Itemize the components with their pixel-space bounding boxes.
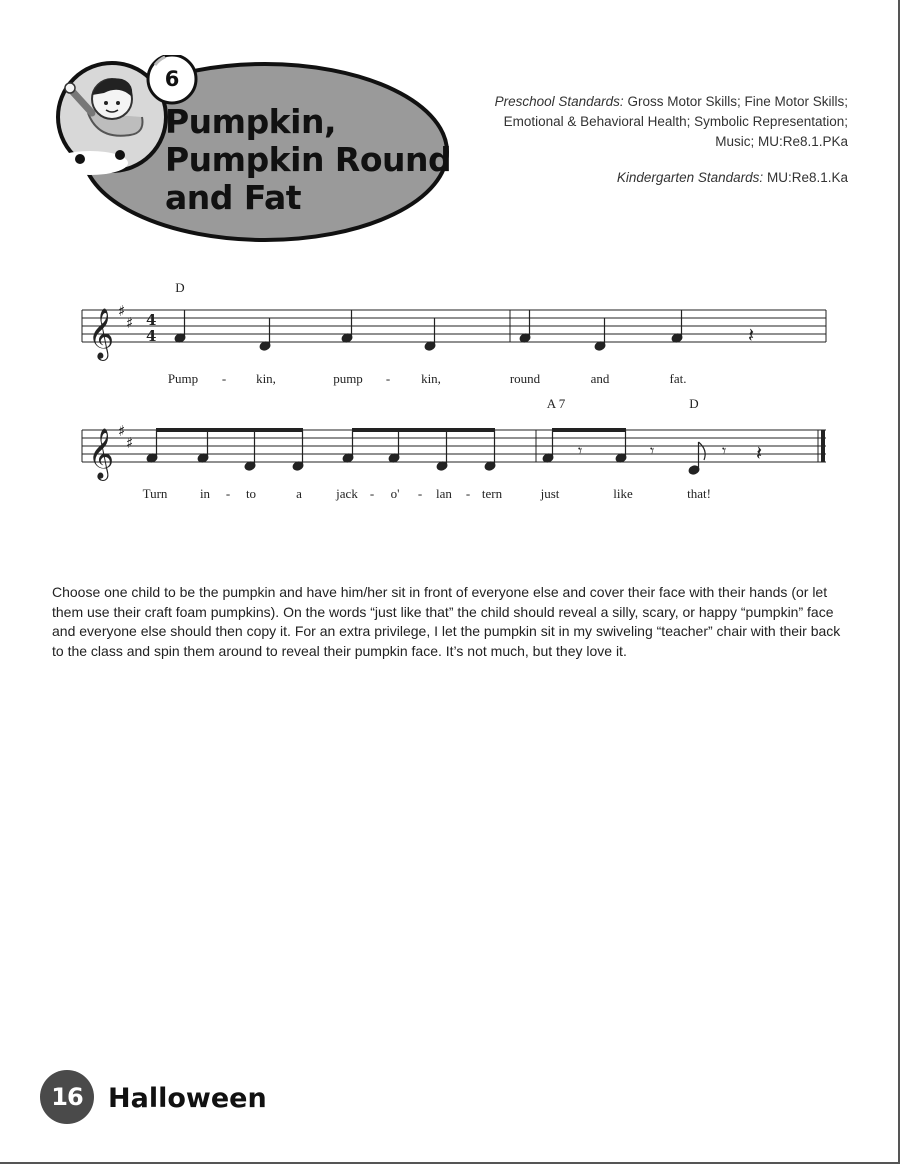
key-sharp-c-2: ♯ [126, 434, 134, 452]
section-title: Halloween [108, 1083, 267, 1114]
lyric-syllable: o' [390, 486, 400, 501]
lyric-syllable: to [245, 486, 257, 501]
lyric-syllable: just [540, 486, 560, 501]
time-signature-top: 4 [146, 311, 157, 329]
lyric-syllable: lan [436, 486, 452, 501]
lyric-syllable: fat. [669, 371, 687, 386]
page-number: 16 [40, 1070, 94, 1124]
lyric-syllable: - [417, 486, 423, 501]
lyric-syllable: - [369, 486, 375, 501]
time-signature-bottom: 4 [146, 327, 157, 345]
quarter-rest-1: 𝄽 [748, 323, 755, 347]
quarter-rest-2: 𝄽 [756, 441, 763, 465]
lyric-syllable: - [385, 371, 391, 386]
song-title-line-1: Pumpkin, [165, 102, 336, 141]
chord-label: D [175, 280, 185, 295]
lyric-syllable: tern [481, 486, 503, 501]
kindergarten-standards-text: MU:Re8.1.Ka [766, 170, 848, 185]
song-title-line-2: Pumpkin Round [165, 140, 452, 179]
treble-clef-1: 𝄞 [88, 308, 115, 359]
lyric-syllable: a [296, 486, 302, 501]
kindergarten-standards [428, 168, 848, 188]
preschool-standards-text-3: Music; MU:Re8.1.PKa [715, 134, 848, 149]
lyric-syllable: kin, [256, 371, 276, 386]
lyric-syllable: - [465, 486, 471, 501]
lyric-syllable: pump [333, 371, 363, 386]
lyric-syllable: Pump [167, 371, 199, 386]
preschool-standards-text-2: Emotional & Behavioral Health; Symbolic Representation; [503, 114, 848, 129]
lyric-syllable: jack [336, 486, 358, 501]
lyric-syllable: like [613, 486, 633, 501]
lyric-syllable: in [199, 486, 211, 501]
preschool-standards-label: Preschool Standards: [494, 94, 624, 109]
eighth-rest-1: 𝄾 [578, 441, 583, 460]
staff-2-notes [146, 428, 705, 475]
staff-1 [82, 310, 826, 342]
song-title-line-3: and Fat [165, 178, 302, 217]
chord-label: A 7 [546, 396, 566, 411]
preschool-standards [428, 92, 848, 152]
staff-1-notes [174, 310, 683, 351]
kindergarten-standards-label: Kindergarten Standards: [616, 170, 764, 185]
standards-block [428, 92, 848, 204]
lyric-syllable: round [509, 371, 541, 386]
staff-notation [0, 270, 900, 520]
chord-label: D [689, 396, 699, 411]
sheet-music [0, 270, 900, 520]
lyric-syllable: that! [687, 486, 711, 501]
lyric-syllable: - [225, 486, 231, 501]
lyric-syllable: and [590, 371, 610, 386]
preschool-standards-text-1: Gross Motor Skills; Fine Motor Skills; [627, 94, 848, 109]
lyric-syllable: - [221, 371, 227, 386]
key-sharp-f-1: ♯ [118, 302, 126, 320]
key-sharp-c-1: ♯ [126, 314, 134, 332]
lyric-syllable: Turn [142, 486, 168, 501]
activity-instructions: Choose one child to be the pumpkin and have him/her sit in front of everyone else and cover their face with their hands (or let them use their craft foam pumpkins). On the words “just like that” the child should reveal a silly, scary, or happy “pumpkin” face and everyone else should then copy it. For an extra privilege, I let the pumpkin sit in my swiveling “teacher” chair with their back to the class and spin them around to reveal their pumpkin face. It’s not much, but they love it. [52, 584, 841, 659]
song-number: 6 [164, 67, 180, 91]
eighth-rest-3: 𝄾 [722, 441, 727, 460]
eighth-rest-2: 𝄾 [650, 441, 655, 460]
treble-clef-2: 𝄞 [88, 428, 115, 479]
key-sharp-f-2: ♯ [118, 422, 126, 440]
song-title [165, 103, 455, 217]
staff-2 [82, 430, 826, 462]
lyric-syllable: kin, [421, 371, 441, 386]
